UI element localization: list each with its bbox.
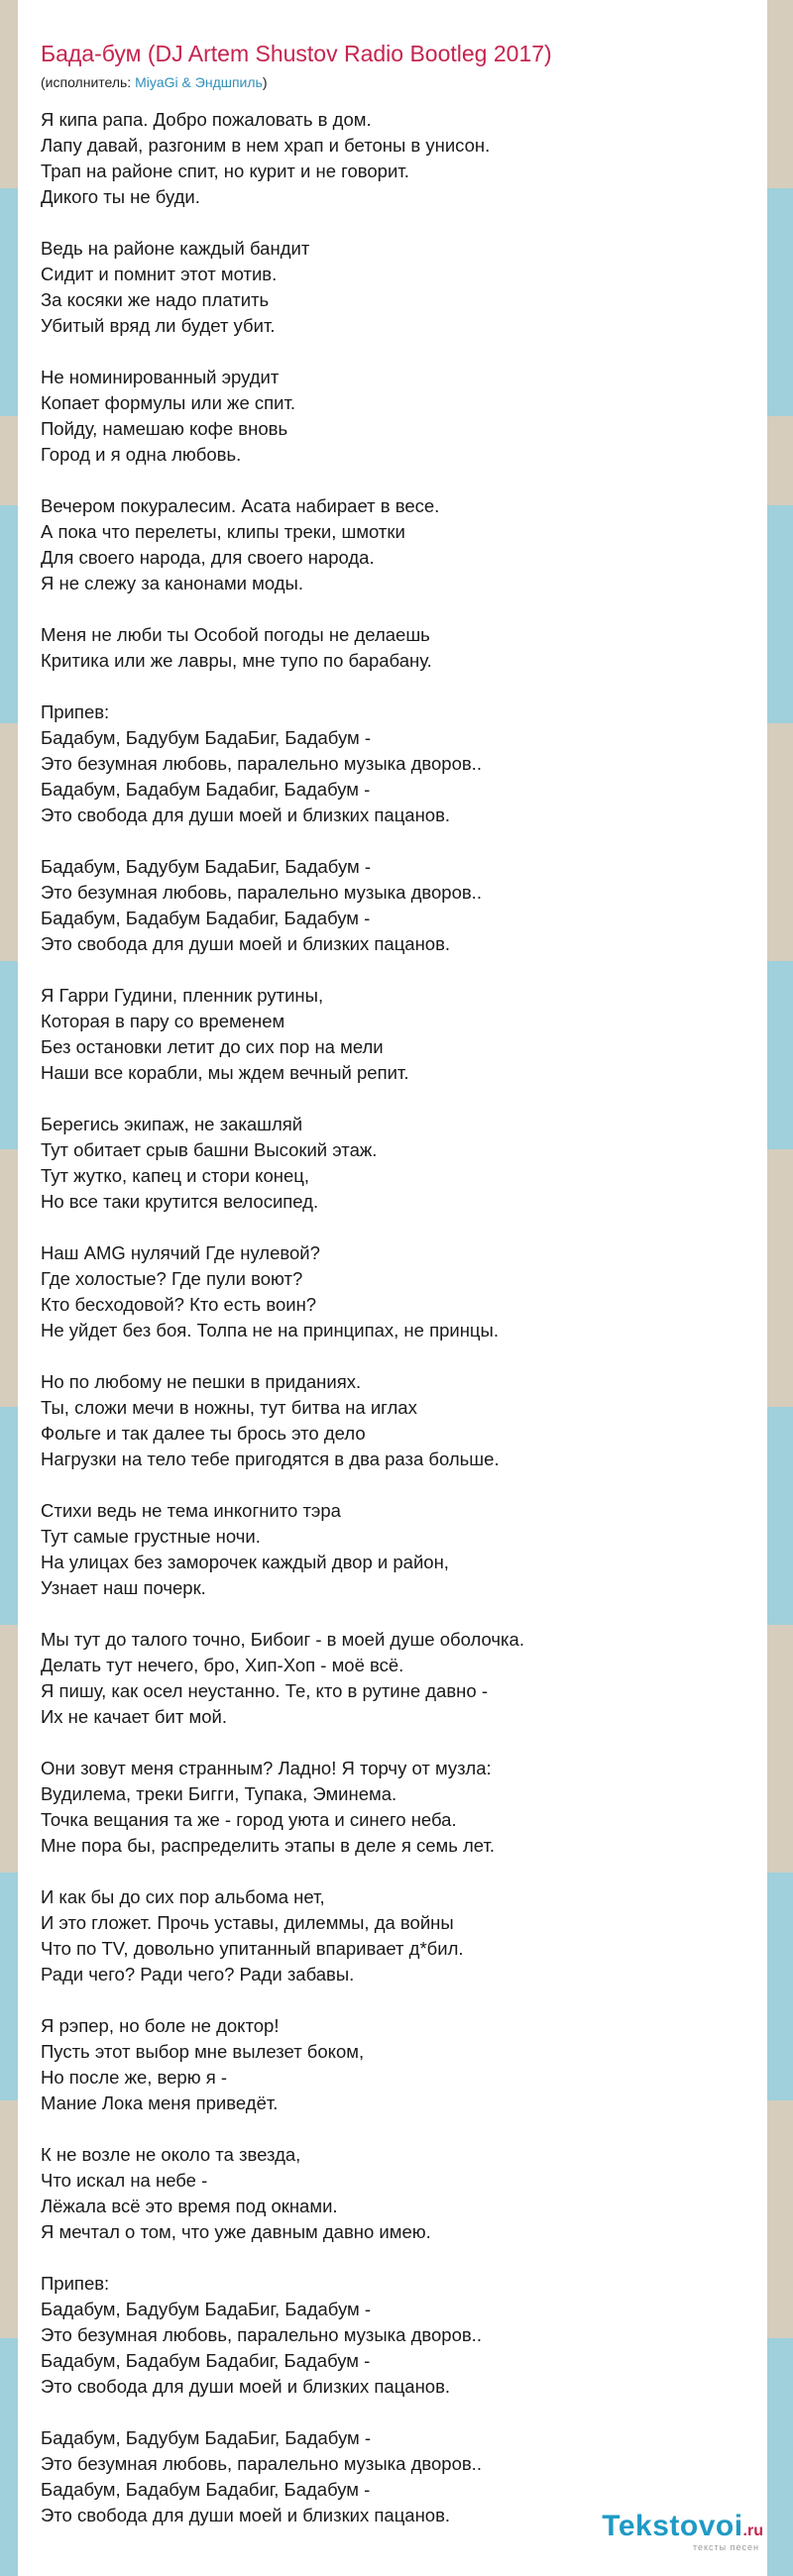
lyric-line: Это свобода для души моей и близких пацанов. bbox=[41, 933, 451, 954]
lyric-line: За косяки же надо платить bbox=[41, 289, 270, 310]
logo-subtitle: тексты песен bbox=[692, 2542, 759, 2552]
stanza-gap bbox=[41, 2400, 754, 2425]
lyric-line: Бадабум, Бадабум Бадабиг, Бадабум - bbox=[41, 2479, 371, 2500]
stanza-gap bbox=[41, 957, 754, 983]
lyric-line: На улицах без заморочек каждый двор и район, bbox=[41, 1552, 449, 1572]
stanza-gap bbox=[41, 1601, 754, 1627]
lyric-line: Берегись экипаж, не закашляй bbox=[41, 1114, 303, 1134]
stanza-gap bbox=[41, 828, 754, 854]
lyric-line: Убитый вряд ли будет убит. bbox=[41, 315, 276, 336]
artist-suffix: ) bbox=[262, 74, 268, 90]
lyric-line: Сидит и помнит этот мотив. bbox=[41, 264, 278, 284]
stanza-gap bbox=[41, 1730, 754, 1756]
stanza-gap bbox=[41, 210, 754, 236]
lyric-line: Припев: bbox=[41, 2273, 110, 2294]
lyric-line: Стихи ведь не тема инкогнито тэра bbox=[41, 1500, 341, 1521]
logo-wordmark: Tekstovoi bbox=[602, 2510, 743, 2542]
lyric-line: Это безумная любовь, паралельно музыка дворов.. bbox=[41, 753, 482, 774]
lyric-line: Я мечтал о том, что уже давным давно имею. bbox=[41, 2221, 431, 2242]
stanza-gap bbox=[41, 2116, 754, 2142]
lyric-line: Я Гарри Гудини, пленник рутины, bbox=[41, 985, 324, 1006]
lyric-line: Пусть этот выбор мне вылезет боком, bbox=[41, 2041, 365, 2062]
artist-link[interactable]: MiyaGi & Эндшпиль bbox=[135, 74, 263, 90]
lyric-line: Наш AMG нулячий Где нулевой? bbox=[41, 1242, 320, 1263]
lyric-line: Кто бесходовой? Кто есть воин? bbox=[41, 1294, 317, 1315]
lyric-line: Мание Лока меня приведёт. bbox=[41, 2093, 279, 2113]
lyric-line: Дикого ты не буди. bbox=[41, 186, 200, 207]
lyric-line: Узнает наш почерк. bbox=[41, 1577, 206, 1598]
lyric-line: Вудилема, треки Бигги, Тупака, Эминема. bbox=[41, 1783, 397, 1804]
lyric-line: Точка вещания та же - город уюта и синего неба. bbox=[41, 1809, 457, 1830]
lyric-line: Что по TV, довольно упитанный впаривает д*бил. bbox=[41, 1938, 464, 1959]
lyric-line: Это безумная любовь, паралельно музыка дворов.. bbox=[41, 882, 482, 903]
site-logo[interactable] bbox=[602, 2511, 763, 2552]
lyric-line: Лёжала всё это время под окнами. bbox=[41, 2196, 338, 2216]
lyric-line: Копает формулы или же спит. bbox=[41, 392, 296, 413]
lyric-line: Ты, сложи мечи в ножны, тут битва на иглах bbox=[41, 1397, 417, 1418]
lyric-line: Тут обитает срыв башни Высокий этаж. bbox=[41, 1139, 378, 1160]
lyric-line: Но после же, верю я - bbox=[41, 2067, 228, 2088]
lyric-line: Город и я одна любовь. bbox=[41, 444, 242, 465]
lyric-line: Наши все корабли, мы ждем вечный репит. bbox=[41, 1062, 409, 1083]
lyric-line: Фольге и так далее ты брось это дело bbox=[41, 1423, 366, 1444]
lyric-line: Мне пора бы, распределить этапы в деле я семь лет. bbox=[41, 1835, 496, 1856]
lyric-line: Припев: bbox=[41, 701, 110, 722]
stanza-gap bbox=[41, 1215, 754, 1240]
song-title: Бада-бум (DJ Artem Shustov Radio Bootleg 2017) bbox=[41, 41, 552, 66]
lyric-line: Не номинированный эрудит bbox=[41, 367, 280, 387]
lyric-line: Меня не люби ты Особой погоды не делаешь bbox=[41, 624, 430, 645]
lyrics-card bbox=[18, 0, 767, 2576]
lyric-line: Ради чего? Ради чего? Ради забавы. bbox=[41, 1964, 355, 1985]
lyric-line: Делать тут нечего, бро, Хип-Хоп - моё всё. bbox=[41, 1655, 404, 1675]
lyric-line: Лапу давай, разгоним в нем храп и бетоны в унисон. bbox=[41, 135, 491, 156]
artist-line bbox=[41, 73, 268, 91]
stanza-gap bbox=[41, 596, 754, 622]
lyric-line: Бадабум, Бадубум БадаБиг, Бадабум - bbox=[41, 2299, 372, 2319]
lyric-line: Критика или же лавры, мне тупо по барабану. bbox=[41, 650, 432, 671]
lyric-line: Тут жутко, капец и стори конец, bbox=[41, 1165, 310, 1186]
lyric-line: Пойду, намешаю кофе вновь bbox=[41, 418, 288, 439]
lyric-line: И как бы до сих пор альбома нет, bbox=[41, 1886, 325, 1907]
stanza-gap bbox=[41, 1343, 754, 1369]
lyric-line: Нагрузки на тело тебе пригодятся в два раза больше. bbox=[41, 1449, 500, 1469]
lyric-line: Это безумная любовь, паралельно музыка дворов.. bbox=[41, 2324, 482, 2345]
logo-tld: .ru bbox=[742, 2522, 763, 2539]
lyric-line: Тут самые грустные ночи. bbox=[41, 1526, 261, 1547]
lyric-line: Что искал на небе - bbox=[41, 2170, 208, 2191]
lyric-line: Это свобода для души моей и близких пацанов. bbox=[41, 2376, 451, 2397]
stanza-gap bbox=[41, 1086, 754, 1112]
lyric-line: Бадабум, Бадабум Бадабиг, Бадабум - bbox=[41, 779, 371, 800]
lyric-line: Бадабум, Бадубум БадаБиг, Бадабум - bbox=[41, 727, 372, 748]
stanza-gap bbox=[41, 1859, 754, 1884]
lyric-line: Их не качает бит мой. bbox=[41, 1706, 227, 1727]
lyric-line: Не уйдет без боя. Толпа не на принципах, не принцы. bbox=[41, 1320, 499, 1341]
lyric-line: И это гложет. Прочь уставы, дилеммы, да войны bbox=[41, 1912, 454, 1933]
lyric-line: Я рэпер, но боле не доктор! bbox=[41, 2015, 280, 2036]
lyric-line: Но все таки крутится велосипед. bbox=[41, 1191, 319, 1212]
lyric-line: Это свобода для души моей и близких пацанов. bbox=[41, 805, 451, 825]
lyric-line: Без остановки летит до сих пор на мели bbox=[41, 1036, 384, 1057]
stanza-gap bbox=[41, 2245, 754, 2271]
lyric-line: Бадабум, Бадубум БадаБиг, Бадабум - bbox=[41, 856, 372, 877]
stanza-gap bbox=[41, 468, 754, 493]
lyric-line: Бадабум, Бадабум Бадабиг, Бадабум - bbox=[41, 908, 371, 928]
lyric-line: Ведь на районе каждый бандит bbox=[41, 238, 310, 259]
stanza-gap bbox=[41, 674, 754, 699]
lyric-line: Я пишу, как осел неустанно. Те, кто в рутине давно - bbox=[41, 1680, 488, 1701]
lyrics-text bbox=[41, 107, 754, 2528]
stanza-gap bbox=[41, 1472, 754, 1498]
lyric-line: Трап на районе спит, но курит и не говорит. bbox=[41, 161, 409, 181]
lyric-line: Они зовут меня странным? Ладно! Я торчу от музла: bbox=[41, 1758, 492, 1778]
lyric-line: Это безумная любовь, паралельно музыка дворов.. bbox=[41, 2453, 482, 2474]
stanza-gap bbox=[41, 1987, 754, 2013]
lyric-line: Но по любому не пешки в приданиях. bbox=[41, 1371, 362, 1392]
lyric-line: Вечером покуралесим. Асата набирает в весе. bbox=[41, 495, 440, 516]
lyric-line: Бадабум, Бадабум Бадабиг, Бадабум - bbox=[41, 2350, 371, 2371]
lyric-line: Я не слежу за канонами моды. bbox=[41, 573, 303, 593]
lyric-line: Я кипа рапа. Добро пожаловать в дом. bbox=[41, 109, 372, 130]
artist-prefix: (исполнитель: bbox=[41, 74, 136, 90]
lyric-line: Где холостые? Где пули воют? bbox=[41, 1268, 303, 1289]
lyric-line: Которая в пару со временем bbox=[41, 1011, 285, 1031]
lyric-line: Для своего народа, для своего народа. bbox=[41, 547, 375, 568]
stanza-gap bbox=[41, 339, 754, 365]
lyric-line: Бадабум, Бадубум БадаБиг, Бадабум - bbox=[41, 2427, 372, 2448]
lyric-line: А пока что перелеты, клипы треки, шмотки bbox=[41, 521, 405, 542]
lyric-line: Это свобода для души моей и близких пацанов. bbox=[41, 2505, 451, 2525]
lyric-line: К не возле не около та звезда, bbox=[41, 2144, 301, 2165]
lyric-line: Мы тут до талого точно, Бибоиг - в моей душе оболочка. bbox=[41, 1629, 524, 1650]
